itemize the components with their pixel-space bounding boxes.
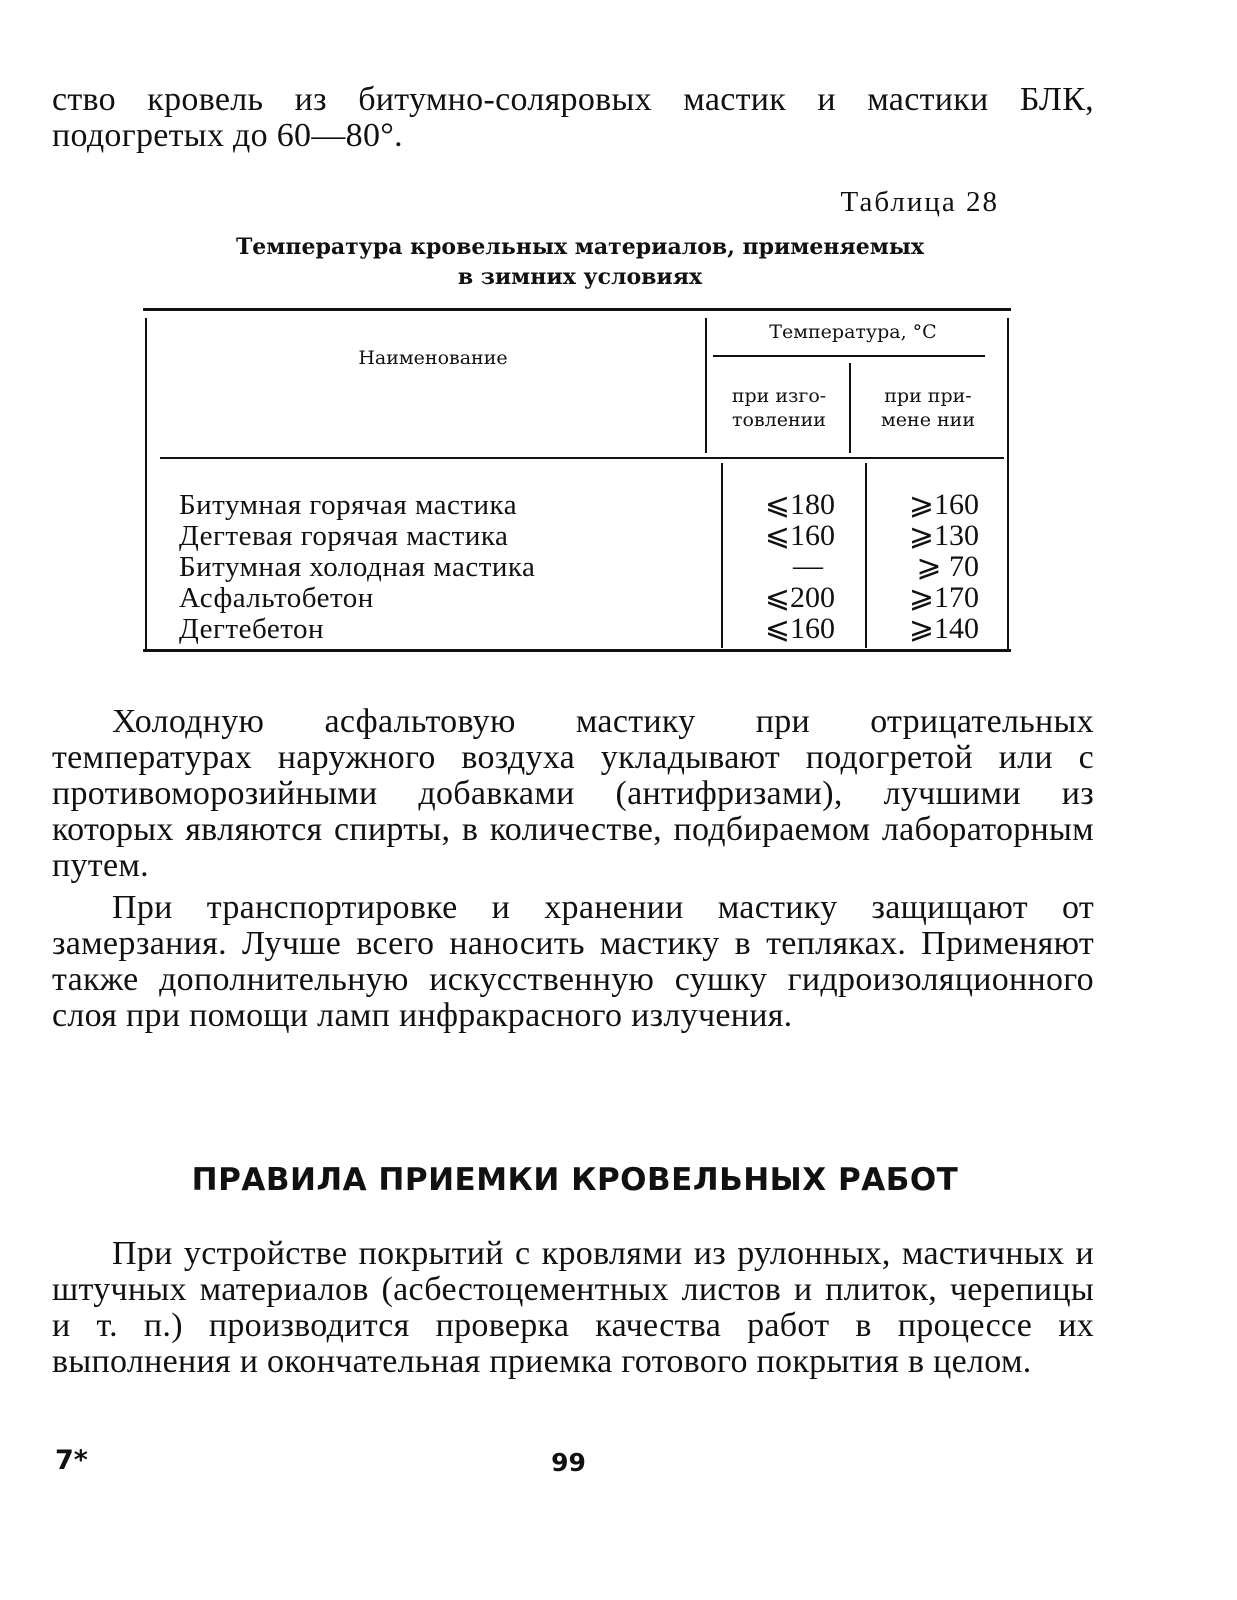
table-temp-subrule <box>713 355 985 357</box>
table-cell-manufacture: ⩽160 <box>764 519 835 552</box>
body-paragraph: При устройстве покрытий с кровлями из рулонных, мастичных и штучных материалов (асбестоцементных листов и плиток, черепицы и т. п.) производится проверка качества работ в процессе их выполнения и окончательная приемка готового покрытия в целом. <box>52 1235 1094 1380</box>
table-caption-line: в зимних условиях <box>457 264 703 290</box>
section-heading: ПРАВИЛА ПРИЕМКИ КРОВЕЛЬНЫХ РАБОТ <box>191 1162 959 1198</box>
table-caption <box>150 232 1010 292</box>
table-header-divider <box>705 318 707 453</box>
table-row-name: Дегтевая горячая мастика <box>179 520 509 552</box>
table-header-rule <box>160 457 1004 459</box>
body-paragraph: Холодную асфальтовую мастику при отрицательных температурах наружного воздуха укладывают подогретой или с противоморозийными добавками (антифризами), лучшими из которых являются спирты, в количестве, подбираемом лабораторным путем. <box>52 703 1094 884</box>
header-temperature: Температура, °С <box>769 321 937 343</box>
table-cell-manufacture: — <box>793 549 823 582</box>
table-cell-application: ⩾170 <box>908 581 979 614</box>
temperature-table <box>143 308 1011 653</box>
table-cell-application: ⩾140 <box>908 612 979 645</box>
table-row-name: Асфальтобетон <box>179 582 374 614</box>
table-cell-application: ⩾160 <box>908 488 979 521</box>
table-left-border <box>145 318 147 651</box>
table-label: Таблица 28 <box>840 186 999 218</box>
table-right-border <box>1007 318 1009 651</box>
header-manufacture: при изго- товлении <box>731 385 827 431</box>
table-row-name: Битумная холодная мастика <box>179 551 536 583</box>
intro-paragraph: ство кровель из битумно-соляровых мастик и мастики БЛК, подогретых до 60—80°. <box>52 81 1094 154</box>
table-row-name: Дегтебетон <box>179 613 325 645</box>
table-cell-application: ⩾130 <box>908 519 979 552</box>
table-row-name: Битумная горячая мастика <box>179 489 518 521</box>
table-bottom-rule <box>143 649 1011 652</box>
header-name: Наименование <box>358 347 508 369</box>
table-cell-manufacture: ⩽160 <box>764 612 835 645</box>
table-caption-line: Температура кровельных материалов, применяемых <box>235 234 925 260</box>
table-cell-application: ⩾ 70 <box>916 550 979 583</box>
table-top-rule <box>143 308 1011 311</box>
table-cell-manufacture: ⩽180 <box>764 488 835 521</box>
body-paragraph: При транспортировке и хранении мастику защищают от замерзания. Лучше всего наносить мастику в тепляках. Применяют также дополнительную искусственную сушку гидроизоляционного слоя при помощи ламп инфракрасного излучения. <box>52 889 1094 1034</box>
table-subheader-divider <box>849 363 851 453</box>
page-number: 99 <box>551 1448 586 1477</box>
table-cell-manufacture: ⩽200 <box>764 581 835 614</box>
signature-mark: 7* <box>55 1445 88 1476</box>
header-application: при при- мене нии <box>881 385 975 431</box>
